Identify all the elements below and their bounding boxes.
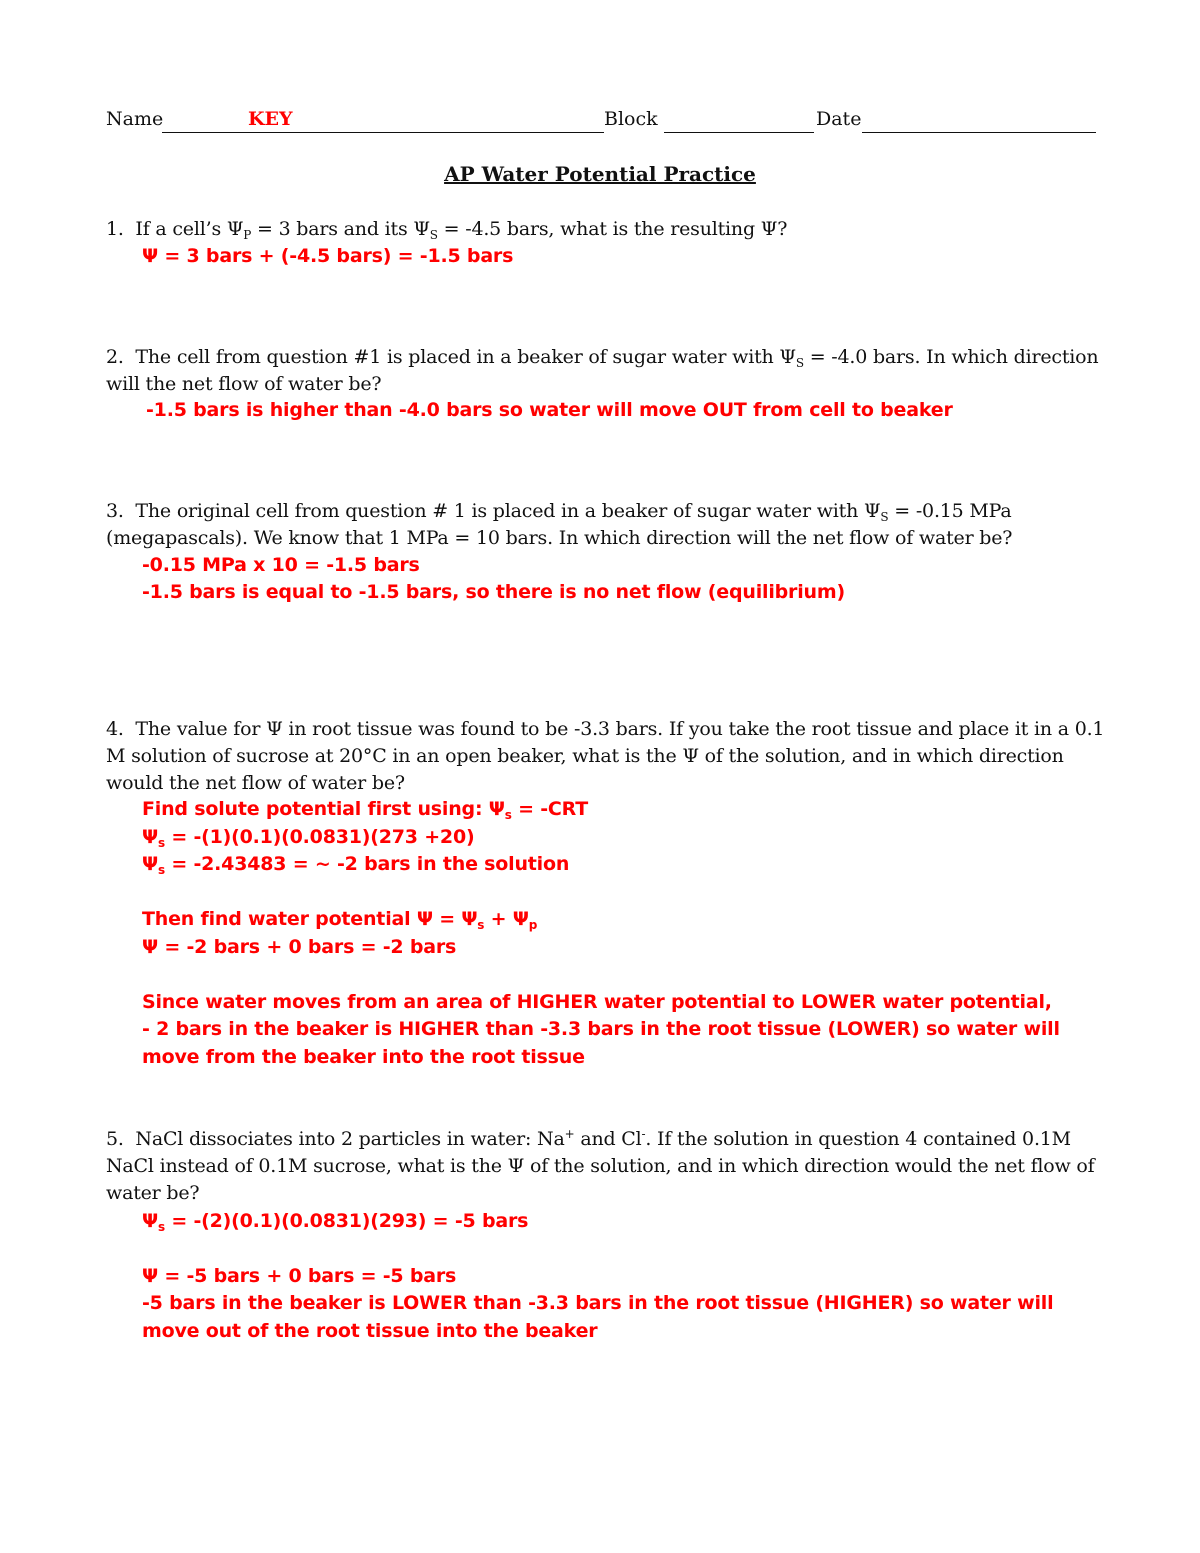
answer-4-line-6: Since water moves from an area of HIGHER water potential to LOWER water potential, (142, 991, 1052, 1013)
answer-4-line-5: Ψ = -2 bars + 0 bars = -2 bars (142, 936, 457, 958)
block-blank-line (664, 132, 814, 133)
question-number: 1. (106, 218, 124, 240)
question-1: 1. If a cell’s $\Psi_P = 3$ bars and its $\Psi_S = -4.5$ bars, what is the resulting Ψ? (106, 218, 788, 242)
answer-4-line-8: move from the beaker into the root tissue (142, 1046, 585, 1068)
answer-1-line-1: Ψ = 3 bars + (-4.5 bars) = -1.5 bars (142, 245, 514, 267)
answer-4-line-4: Then find water potential $\Psi = \Psi_s + \Psi_p$ (142, 908, 538, 932)
question-number: 4. (106, 718, 124, 740)
date-label: Date (816, 108, 862, 130)
answer-5-line-4: move out of the root tissue into the beaker (142, 1320, 598, 1342)
answer-5-line-2: Ψ = -5 bars + 0 bars = -5 bars (142, 1265, 457, 1287)
name-blank-line (162, 132, 604, 133)
block-label: Block (604, 108, 658, 130)
date-blank-line (862, 132, 1096, 133)
answer-4-line-7: - 2 bars in the beaker is HIGHER than -3.3 bars in the root tissue (LOWER) so water will (142, 1018, 1060, 1040)
question-2: 2. The cell from question #1 is placed in a beaker of sugar water with $\Psi_S = -4.0$ bars. In which direction will the net flow of water be? (106, 346, 1099, 395)
answer-3-line-2: -1.5 bars is equal to -1.5 bars, so there is no net flow (equilibrium) (142, 581, 845, 603)
question-number: 5. (106, 1128, 124, 1150)
answer-3-line-1: -0.15 MPa x 10 = -1.5 bars (142, 554, 420, 576)
name-label: Name (106, 108, 164, 130)
question-5: 5. NaCl dissociates into 2 particles in water: Na+ and Cl-. If the solution in question 4 contained 0.1M NaCl instead of 0.1M sucrose, what is the Ψ of the solution, and in which direction would the net flow of water be? (106, 1127, 1095, 1204)
question-3: 3. The original cell from question # 1 is placed in a beaker of sugar water with $\Psi_S = -0.15$ MPa (megapascals). We know that 1 MPa = 10 bars. In which direction will the net flow of water be? (106, 500, 1013, 549)
answer-4-line-2: $\Psi_s = -(1)(0.1)(0.0831)(273 +20)$ (142, 826, 475, 850)
answer-4-line-3: $\Psi_s = -2.43483$ = ~ -2 bars in the solution (142, 853, 570, 877)
answer-4-line-1: Find solute potential first using: $\Psi_s = -CRT$ (142, 798, 588, 822)
question-number: 2. (106, 346, 124, 368)
answer-2-line-1: -1.5 bars is higher than -4.0 bars so water will move OUT from cell to beaker (146, 399, 953, 421)
name-value: KEY (248, 108, 293, 130)
question-4: 4. The value for Ψ in root tissue was found to be -3.3 bars. If you take the root tissue and place it in a 0.1 M solution of sucrose at 20°C in an open beaker, what is the Ψ of the solution, and in which direction would the net flow of water be? (106, 718, 1105, 794)
page-title: AP Water Potential Practice (444, 162, 756, 186)
answer-5-line-1: $\Psi_s = -(2)(0.1)(0.0831)(293) = -5$ bars (142, 1210, 529, 1234)
question-number: 3. (106, 500, 124, 522)
answer-5-line-3: -5 bars in the beaker is LOWER than -3.3 bars in the root tissue (HIGHER) so water will (142, 1292, 1054, 1314)
